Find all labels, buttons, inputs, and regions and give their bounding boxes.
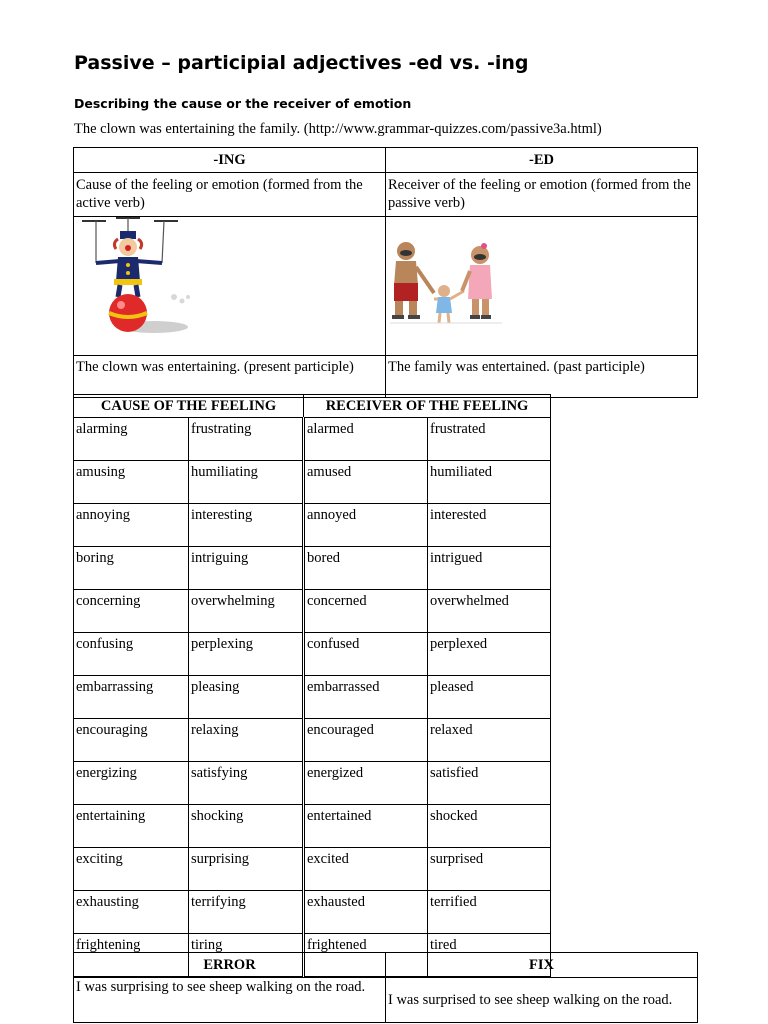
cause-word-cell: embarrassing [74,676,189,719]
table-row [74,676,551,719]
receiver-word-cell: tired [428,934,551,977]
table-row [74,891,551,934]
receiver-word-cell: confused [304,633,428,676]
cause-word-cell: overwhelming [189,590,304,633]
intro-sentence: The clown was entertaining the family. (http://www.grammar-quizzes.com/passive3a.html) [74,121,602,137]
clown-image-cell [74,217,386,356]
cause-word-cell: humiliating [189,461,304,504]
page-title: Passive – participial adjectives -ed vs. -ing [74,52,529,74]
table-row [74,805,551,848]
receiver-word-cell: relaxed [428,719,551,762]
receiver-word-cell: exhausted [304,891,428,934]
cause-word-cell: encouraging [74,719,189,762]
cause-word-cell: concerning [74,590,189,633]
receiver-word-cell: terrified [428,891,551,934]
description-ing: Cause of the feeling or emotion (formed from the active verb) [74,173,386,217]
cause-word-cell: exciting [74,848,189,891]
header-fix: FIX [386,953,698,978]
receiver-word-cell: satisfied [428,762,551,805]
receiver-word-cell: alarmed [304,418,428,461]
receiver-word-cell: intrigued [428,547,551,590]
table-row [74,418,551,461]
cause-word-cell: terrifying [189,891,304,934]
header-error: ERROR [74,953,386,978]
receiver-word-cell: frustrated [428,418,551,461]
cause-word-cell: confusing [74,633,189,676]
receiver-word-cell: entertained [304,805,428,848]
receiver-word-cell: overwhelmed [428,590,551,633]
section-subtitle: Describing the cause or the receiver of emotion [74,96,412,111]
table-row [74,762,551,805]
cause-word-cell: pleasing [189,676,304,719]
table-row [74,719,551,762]
header-ed: -ED [386,148,698,173]
cause-word-cell: surprising [189,848,304,891]
receiver-word-cell: concerned [304,590,428,633]
cause-word-cell: entertaining [74,805,189,848]
ing-ed-comparison-table [73,147,698,398]
cause-word-cell: exhausting [74,891,189,934]
cause-word-cell: satisfying [189,762,304,805]
receiver-word-cell: interested [428,504,551,547]
cause-word-cell: boring [74,547,189,590]
receiver-word-cell: perplexed [428,633,551,676]
caption-ed: The family was entertained. (past participle) [386,356,698,398]
receiver-word-cell: surprised [428,848,551,891]
receiver-word-cell: humiliated [428,461,551,504]
error-fix-table [73,952,698,1023]
table-row [74,633,551,676]
header-ing: -ING [74,148,386,173]
receiver-word-cell: bored [304,547,428,590]
cause-word-cell: intriguing [189,547,304,590]
cause-word-cell: alarming [74,418,189,461]
cause-word-cell: relaxing [189,719,304,762]
caption-ing: The clown was entertaining. (present participle) [74,356,386,398]
clown-illustration [74,217,214,337]
receiver-word-cell: excited [304,848,428,891]
receiver-word-cell: energized [304,762,428,805]
adjective-word-table [73,394,551,977]
receiver-word-cell: pleased [428,676,551,719]
cause-word-cell: frustrating [189,418,304,461]
description-ed: Receiver of the feeling or emotion (formed from the passive verb) [386,173,698,217]
error-sentence: I was surprising to see sheep walking on the road. [74,978,386,1023]
cause-word-cell: amusing [74,461,189,504]
header-receiver: RECEIVER OF THE FEELING [304,395,551,418]
receiver-word-cell: embarrassed [304,676,428,719]
receiver-word-cell: frightened [304,934,428,977]
cause-word-cell: shocking [189,805,304,848]
table-row [74,461,551,504]
table-row [74,504,551,547]
cause-word-cell: tiring [189,934,304,977]
cause-word-cell: annoying [74,504,189,547]
header-cause: CAUSE OF THE FEELING [74,395,304,418]
table-row [74,848,551,891]
receiver-word-cell: annoyed [304,504,428,547]
bear-family-illustration [386,237,506,337]
receiver-word-cell: shocked [428,805,551,848]
fix-sentence: I was surprised to see sheep walking on the road. [386,978,698,1023]
table-row [74,590,551,633]
cause-word-cell: energizing [74,762,189,805]
table-row [74,547,551,590]
cause-word-cell: perplexing [189,633,304,676]
receiver-word-cell: amused [304,461,428,504]
cause-word-cell: interesting [189,504,304,547]
family-image-cell [386,217,698,356]
cause-word-cell: frightening [74,934,189,977]
receiver-word-cell: encouraged [304,719,428,762]
